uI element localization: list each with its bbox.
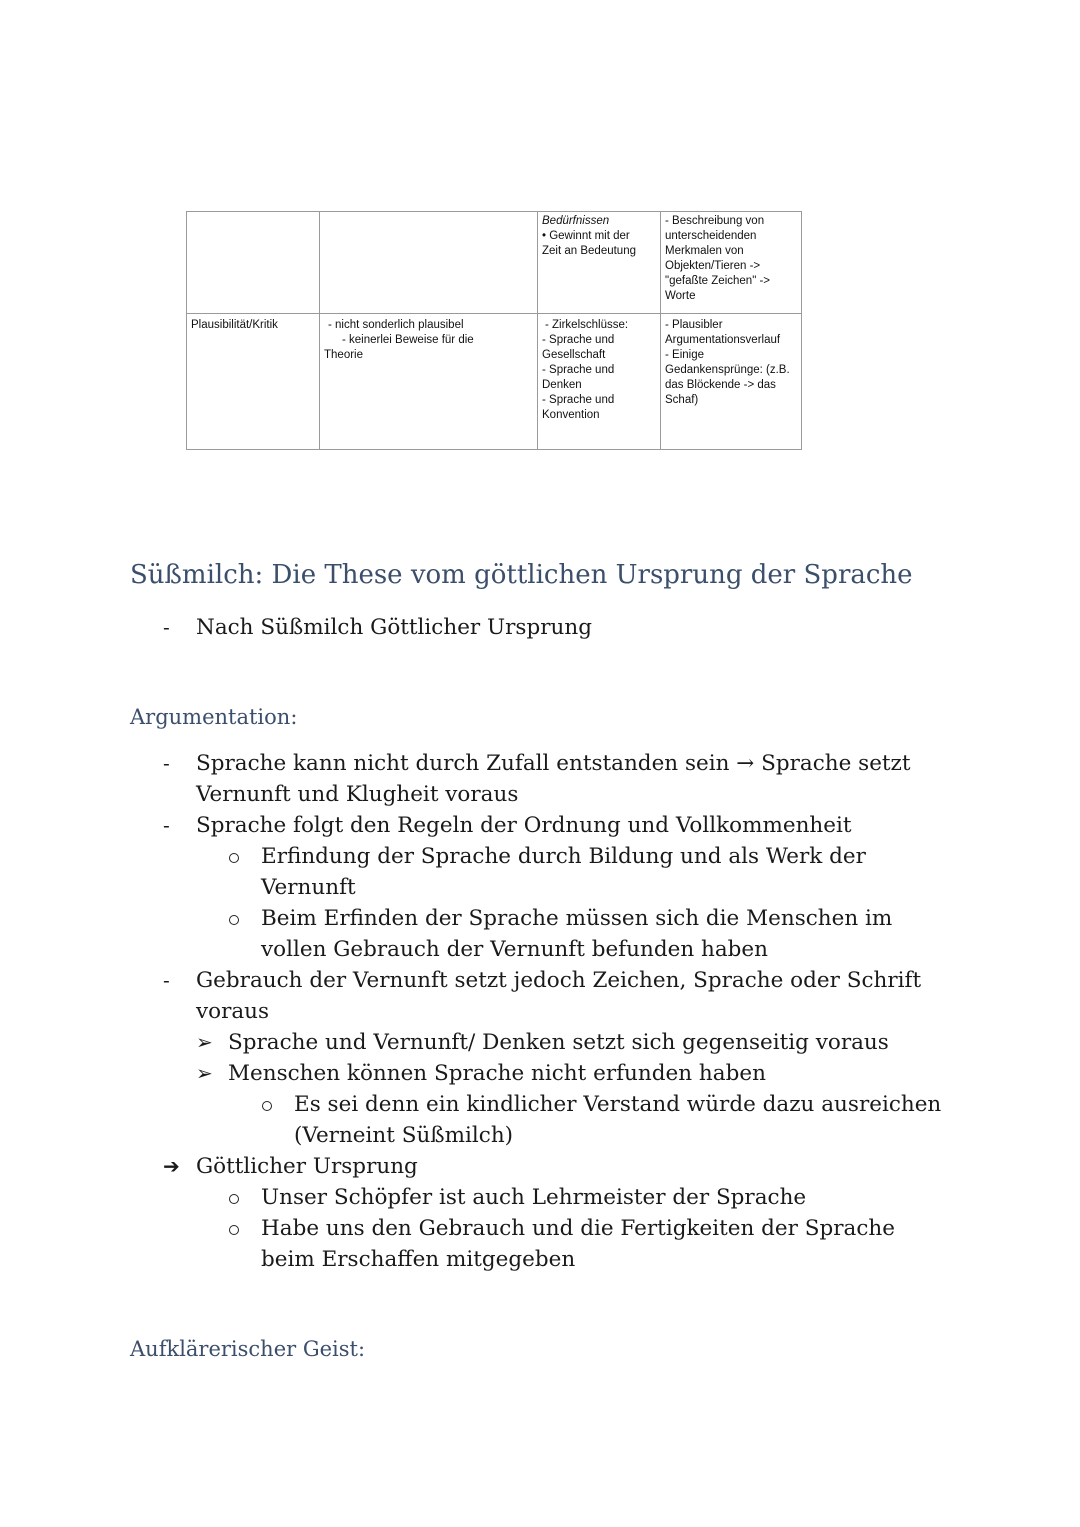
- cell-line: - keinerlei Beweise für die: [342, 334, 474, 346]
- sub-bullet-text: beim Erschaffen mitgegeben: [261, 1247, 576, 1272]
- cell-line: Bedürfnissen: [542, 215, 610, 227]
- circle-bullet-icon: [262, 1101, 272, 1111]
- cell-line: "gefaßte Zeichen" ->: [665, 275, 771, 287]
- cell-line: Denken: [542, 379, 582, 391]
- cell-line: - Sprache und: [542, 334, 615, 346]
- cell-line: Schaf): [665, 394, 699, 406]
- sub-bullet-text: Habe uns den Gebrauch und die Fertigkeiten der Sprache: [261, 1216, 895, 1241]
- cell-line: - Zirkelschlüsse:: [545, 319, 629, 331]
- table-cell: [661, 212, 802, 314]
- table-cell: [538, 314, 661, 450]
- arrow-right-icon: ➔: [163, 1154, 180, 1178]
- table-cell: [187, 314, 320, 450]
- circle-bullet-icon: [229, 853, 239, 863]
- cell-line: • Gewinnt mit der: [542, 230, 630, 242]
- intro-bullet-text: Nach Süßmilch Göttlicher Ursprung: [196, 615, 592, 640]
- bullet-text: Vernunft und Klugheit voraus: [196, 782, 519, 807]
- table-row: [187, 212, 802, 314]
- table-cell: [661, 314, 802, 450]
- cell-line: Objekten/Tieren ->: [665, 260, 761, 272]
- sub-bullet-text: vollen Gebrauch der Vernunft befunden haben: [261, 937, 769, 962]
- conclusion-text: Göttlicher Ursprung: [196, 1154, 418, 1179]
- cell-line: Konvention: [542, 409, 600, 421]
- cell-line: Theorie: [324, 349, 363, 361]
- sub-sub-bullet-text: Es sei denn ein kindlicher Verstand würde dazu ausreichen: [294, 1092, 942, 1117]
- comparison-table: [186, 211, 802, 450]
- table-cell: [187, 212, 320, 314]
- sub-bullet-text: Erfindung der Sprache durch Bildung und als Werk der: [261, 844, 866, 869]
- arrowhead-bullet-icon: ➢: [196, 1030, 213, 1054]
- bullet-text: Sprache kann nicht durch Zufall entstanden sein → Sprache setzt: [196, 751, 911, 776]
- sub-bullet-text: Sprache und Vernunft/ Denken setzt sich gegenseitig voraus: [228, 1030, 889, 1055]
- cell-line: Gedankensprünge: (z.B.: [665, 364, 790, 376]
- circle-bullet-icon: [229, 1225, 239, 1235]
- sub-bullet-text: Unser Schöpfer ist auch Lehrmeister der Sprache: [261, 1185, 807, 1210]
- cell-line: - Beschreibung von: [665, 215, 765, 227]
- cell-line: unterscheidenden: [665, 230, 757, 242]
- section-heading-argumentation: Argumentation:: [130, 705, 298, 729]
- cell-line: Argumentationsverlauf: [665, 334, 781, 346]
- cell-line: - Sprache und: [542, 394, 615, 406]
- table-row: [187, 314, 802, 450]
- cell-line: Gesellschaft: [542, 349, 606, 361]
- cell-line: Zeit an Bedeutung: [542, 245, 636, 257]
- sub-sub-bullet-text: (Verneint Süßmilch): [294, 1123, 514, 1148]
- sub-bullet-text: Vernunft: [261, 875, 356, 900]
- cell-line: - Einige: [665, 349, 704, 361]
- section-heading-aufklaerung: Aufklärerischer Geist:: [130, 1337, 366, 1361]
- cell-line: Merkmalen von: [665, 245, 744, 257]
- sub-bullet-text: Menschen können Sprache nicht erfunden haben: [228, 1061, 766, 1086]
- cell-line: Worte: [665, 290, 696, 302]
- dash-bullet: -: [163, 813, 170, 837]
- table-cell: [538, 212, 661, 314]
- circle-bullet-icon: [229, 915, 239, 925]
- cell-line: das Blöckende -> das: [665, 379, 776, 391]
- cell-line: - Plausibler: [665, 319, 723, 331]
- cell-line: - Sprache und: [542, 364, 615, 376]
- circle-bullet-icon: [229, 1194, 239, 1204]
- cell-line: - nicht sonderlich plausibel: [328, 319, 464, 331]
- table-cell: [320, 212, 538, 314]
- table-cell: [320, 314, 538, 450]
- row-label: Plausibilität/Kritik: [191, 319, 278, 331]
- dash-bullet: -: [163, 751, 170, 775]
- arrowhead-bullet-icon: ➢: [196, 1061, 213, 1085]
- dash-bullet: -: [163, 615, 170, 639]
- section-heading-suessmilch: Süßmilch: Die These vom göttlichen Ursprung der Sprache: [130, 560, 913, 590]
- bullet-text: voraus: [196, 999, 270, 1024]
- bullet-text: Gebrauch der Vernunft setzt jedoch Zeichen, Sprache oder Schrift: [196, 968, 922, 993]
- bullet-text: Sprache folgt den Regeln der Ordnung und Vollkommenheit: [196, 813, 852, 838]
- dash-bullet: -: [163, 968, 170, 992]
- sub-bullet-text: Beim Erfinden der Sprache müssen sich die Menschen im: [261, 906, 893, 931]
